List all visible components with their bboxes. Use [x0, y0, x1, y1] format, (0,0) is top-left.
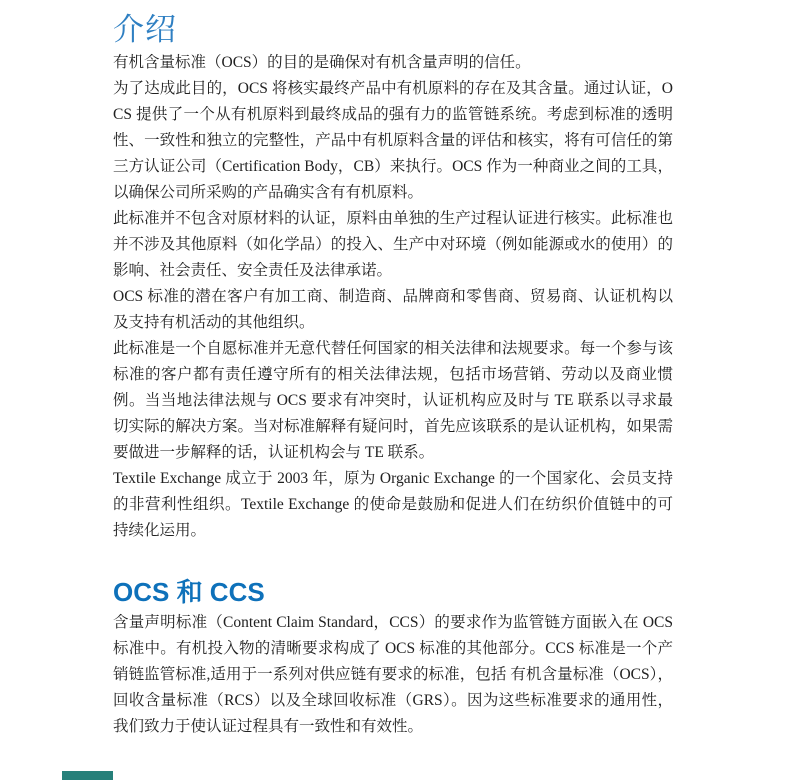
content-column	[113, 0, 673, 740]
intro-paragraph-verification: 为了达成此目的，OCS 将核实最终产品中有机原料的存在及其含量。通过认证，OCS 提供了一个从有机原料到最终成品的强有力的监管链系统。考虑到标准的透明性、一致性和独立的完整性，产品中有机原料含量的评估和核实，将有可信任的第三方认证公司（Certification Body，CB）来执行。OCS 作为一种商业之间的工具，以确保公司所采购的产品确实含有有机原料。	[113, 80, 673, 201]
ocs-ccs-paragraph: 含量声明标准（Content Claim Standard，CCS）的要求作为监管链方面嵌入在 OCS 标准中。有机投入物的清晰要求构成了 OCS 标准的其他部分。CCS 标准是一个产销链监管标准,适用于一系列对供应链有要求的标准，包括 有机含量标准（OCS）， 回收含量标准（RCS）以及全球回收标准（GRS）。因为这些标准要求的通用性，我们致力于使认证过程具有一致性和有效性。	[113, 614, 673, 735]
footer-accent-bar	[62, 771, 113, 780]
intro-paragraph-audience: OCS 标准的潜在客户有加工商、制造商、品牌商和零售商、贸易商、认证机构以及支持有机活动的其他组织。	[113, 288, 673, 331]
intro-paragraph-purpose: 有机含量标准（OCS）的目的是确保对有机含量声明的信任。	[113, 54, 531, 71]
intro-paragraph-scope: 此标准并不包含对原材料的认证，原料由单独的生产过程认证进行核实。此标准也并不涉及其他原料（如化学品）的投入、生产中对环境（例如能源或水的使用）的影响、社会责任、安全责任及法律承诺。	[113, 210, 673, 279]
intro-paragraph-textile-exchange: Textile Exchange 成立于 2003 年，原为 Organic Exchange 的一个国家化、会员支持的非营利性组织。Textile Exchange 的使命是鼓励和促进人们在纺织价值链中的可持续化运用。	[113, 470, 673, 539]
section-title-ocs-ccs: OCS 和 CCS	[113, 577, 265, 607]
section-title-intro: 介绍	[113, 12, 177, 47]
intro-paragraph-voluntary: 此标准是一个自愿标准并无意代替任何国家的相关法律和法规要求。每一个参与该标准的客户都有责任遵守所有的相关法律法规，包括市场营销、劳动以及商业惯例。当当地法律法规与 OCS 要求有冲突时，认证机构应及时与 TE 联系以寻求最切实际的解决方案。当对标准解释有疑问时，首先应该联系的是认证机构，如果需要做进一步解释的话，认证机构会与 TE 联系。	[113, 340, 673, 461]
